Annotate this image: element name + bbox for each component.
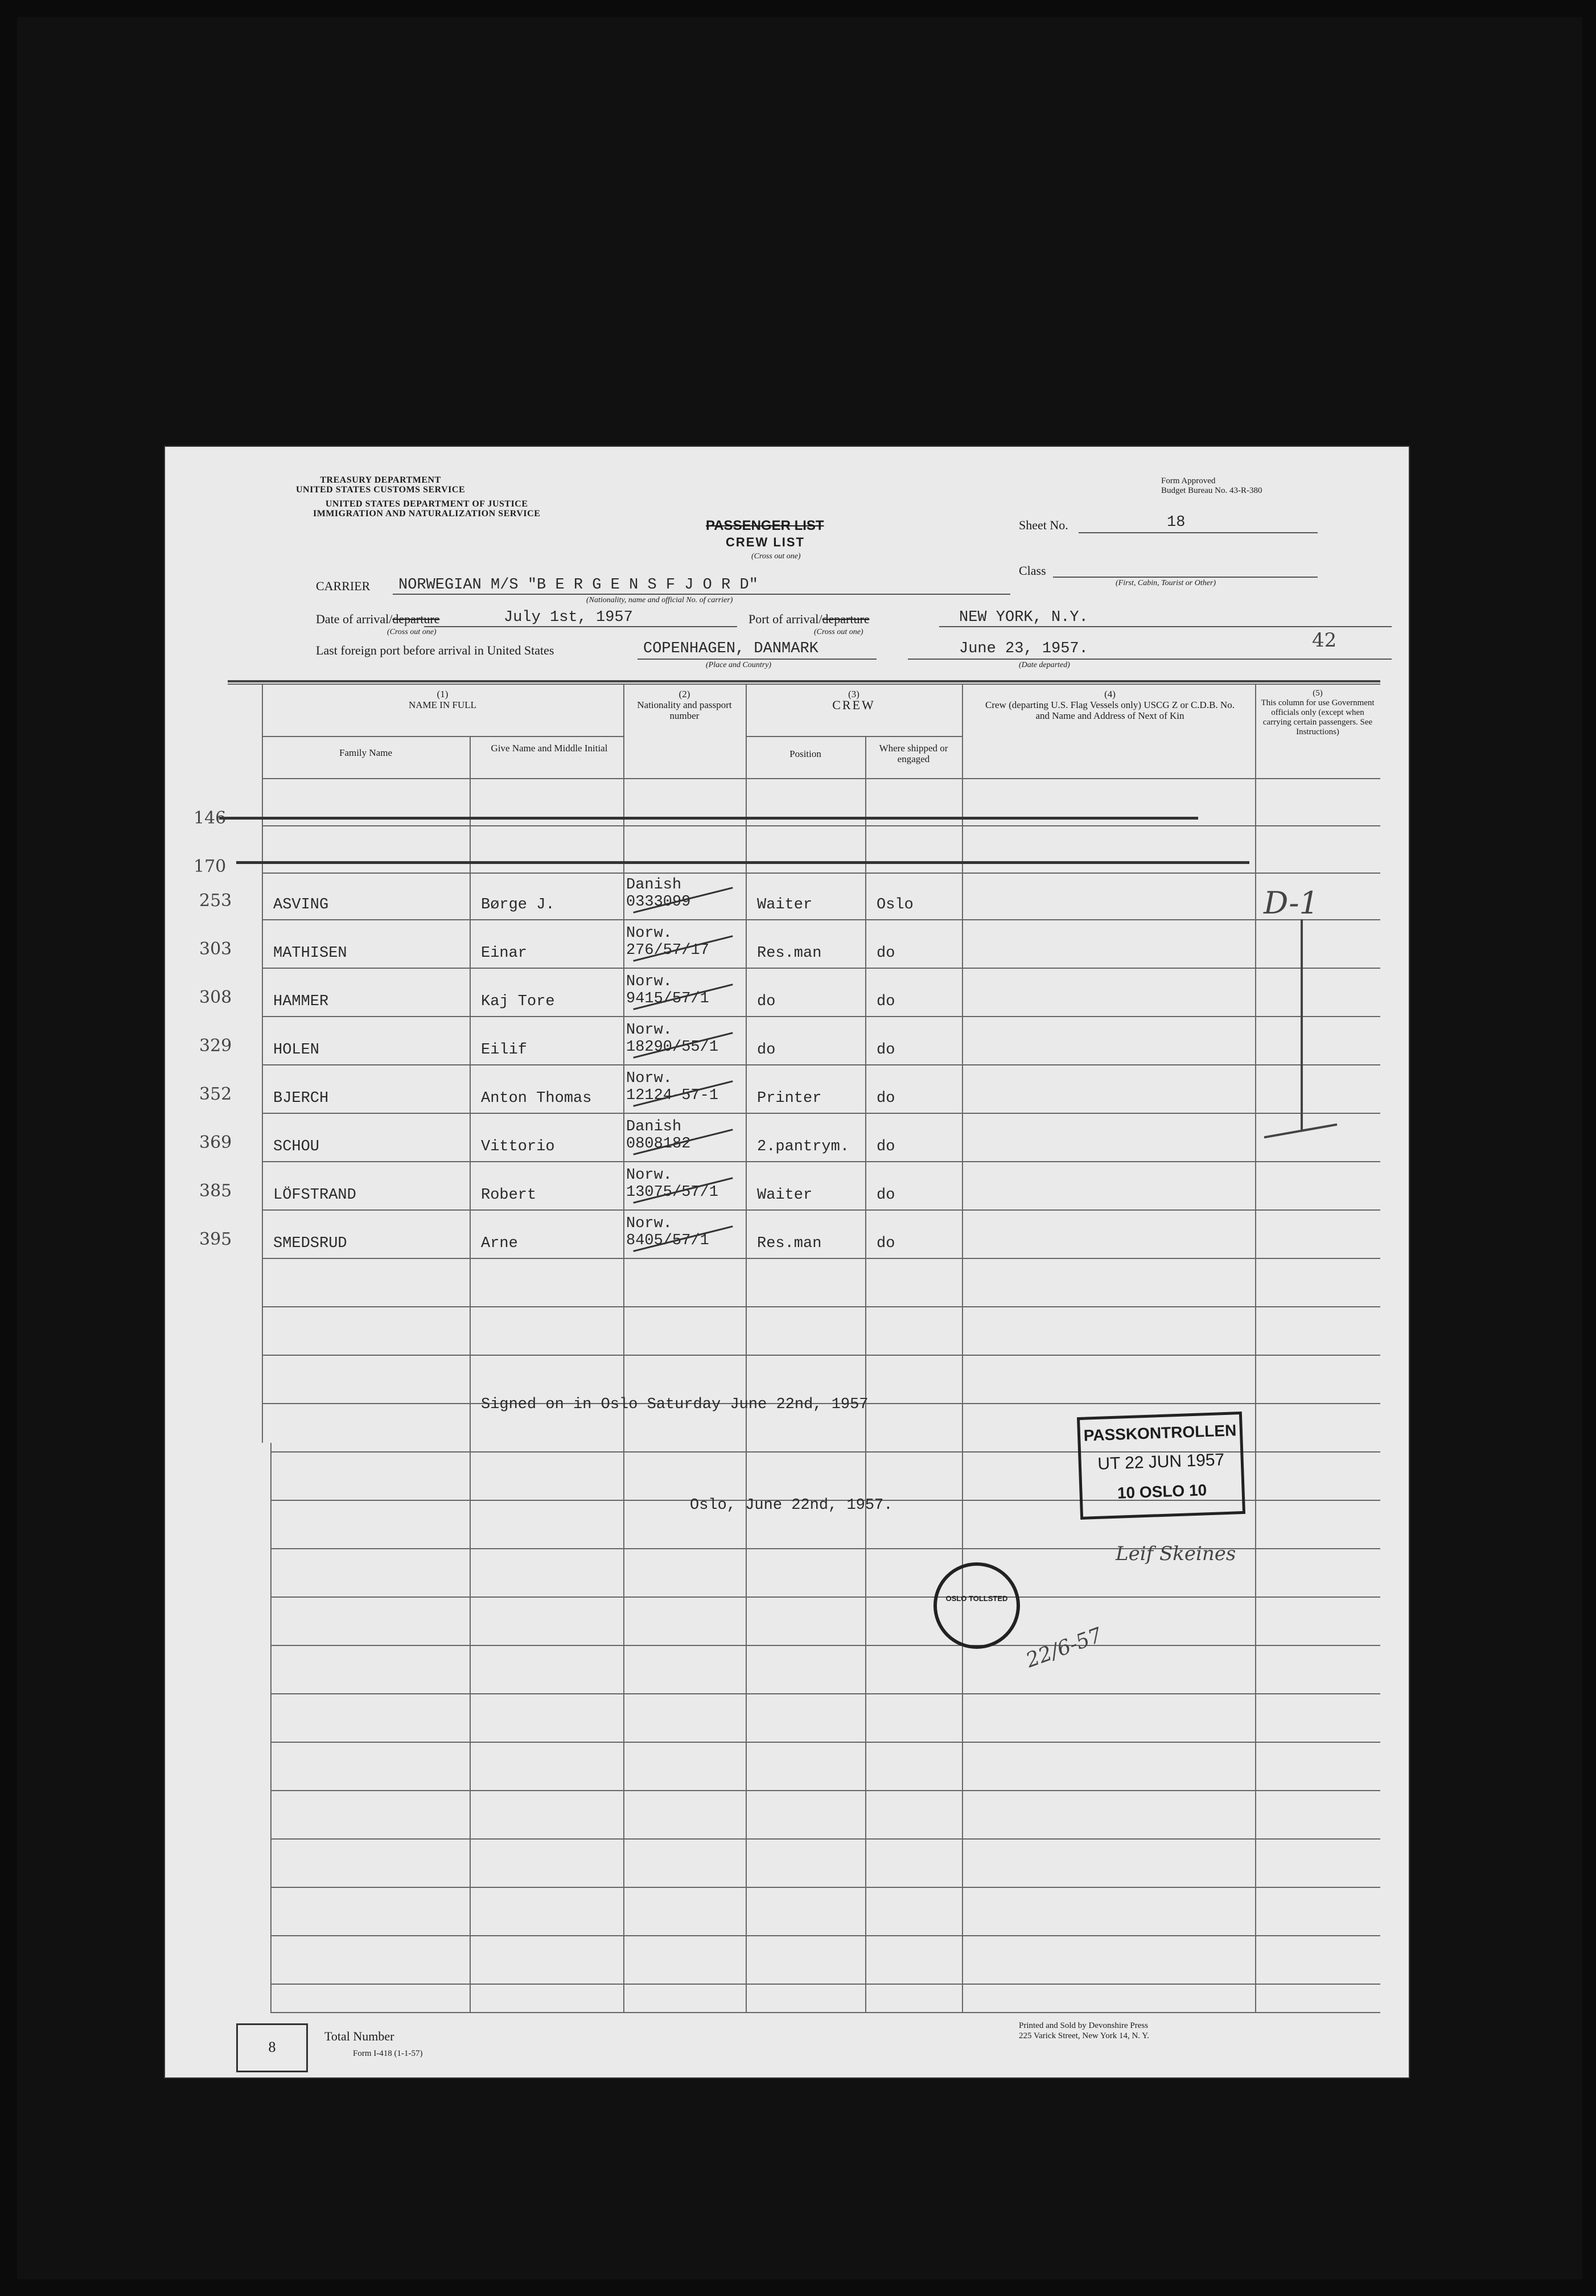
crew-family-name: HOLEN	[273, 1042, 320, 1059]
class-hint: (First, Cabin, Tourist or Other)	[1116, 579, 1216, 587]
title-struck: PASSENGER LIST	[706, 518, 824, 533]
signed-on-text: Signed on in Oslo Saturday June 22nd, 1957	[481, 1396, 869, 1413]
col2-header	[635, 689, 734, 721]
row-line	[270, 1790, 1380, 1791]
carrier-value: NORWEGIAN M/S "B E R G E N S F J O R D"	[398, 577, 758, 594]
col1-header	[262, 689, 623, 710]
date-departed: June 23, 1957.	[959, 640, 1088, 657]
crew-family-name: BJERCH	[273, 1090, 329, 1107]
crew-passport-number: 13075/57/1	[626, 1184, 719, 1201]
form-approved-text: Form Approved	[1161, 476, 1216, 485]
crew-passport-number: 8405/57/1	[626, 1232, 709, 1249]
row-line	[262, 1113, 1380, 1114]
col3a-header: Position	[789, 748, 821, 759]
crew-given-name: Arne	[481, 1235, 518, 1252]
port-hint: (Cross out one)	[814, 628, 863, 636]
crew-position: do	[757, 1042, 776, 1059]
row-line	[270, 1838, 1380, 1840]
row-line	[262, 1355, 1380, 1356]
crew-list-title: CREW LIST	[726, 535, 805, 549]
crew-position: Res.man	[757, 1235, 822, 1252]
crew-position: 2.pantrym.	[757, 1138, 850, 1155]
hand-date: 22/6-57	[1023, 1623, 1105, 1673]
col4-num: (4)	[1104, 689, 1116, 700]
dept-justice	[313, 499, 540, 519]
signature: Leif Skeines	[1116, 1542, 1236, 1565]
row-line	[262, 1016, 1380, 1017]
dept3: UNITED STATES DEPARTMENT OF JUSTICE	[325, 499, 528, 509]
stamp-line3: 10 OSLO 10	[1117, 1481, 1207, 1502]
stamp-line2: UT 22 JUN 1957	[1097, 1450, 1225, 1474]
crew-family-name: ASVING	[273, 896, 329, 914]
passenger-list-title	[706, 518, 824, 534]
place-date-text: Oslo, June 22nd, 1957.	[690, 1497, 893, 1514]
last-port-hint: (Place and Country)	[706, 661, 772, 669]
crew-passport-number: 18290/55/1	[626, 1039, 719, 1056]
dept-treasury	[296, 475, 465, 495]
crew-given-name: Kaj Tore	[481, 993, 555, 1010]
row-line	[262, 1209, 1380, 1211]
col2-num: (2)	[678, 689, 690, 700]
port-label-text: Port of arrival/	[748, 612, 822, 626]
crew-nationality: Danish	[626, 1118, 682, 1135]
col5-num: (5)	[1313, 689, 1323, 698]
crew-position: Waiter	[757, 896, 813, 914]
budget-bureau: Budget Bureau No. 43-R-380	[1161, 486, 1262, 495]
crew-passport-number: 9415/57/1	[626, 990, 709, 1007]
last-port-label: Last foreign port before arrival in United States	[316, 643, 554, 657]
crew-row-number: 395	[199, 1229, 232, 1249]
row-line	[270, 1984, 1380, 1985]
dept2: UNITED STATES CUSTOMS SERVICE	[296, 485, 466, 495]
crew-where-shipped: do	[877, 993, 895, 1010]
carrier-label: CARRIER	[316, 579, 371, 593]
crew-position: Res.man	[757, 945, 822, 962]
row-line	[270, 1887, 1380, 1888]
crew-given-name: Einar	[481, 945, 528, 962]
printer-info	[1019, 2021, 1149, 2041]
crew-nationality: Norw.	[626, 925, 673, 942]
sheet-label: Sheet No.	[1019, 518, 1068, 532]
crew-nationality: Norw.	[626, 1215, 673, 1232]
crew-position: Printer	[757, 1090, 822, 1107]
crew-nationality: Norw.	[626, 1167, 673, 1184]
printer-line2: 225 Varick Street, New York 14, N. Y.	[1019, 2031, 1149, 2040]
crew-passport-number: 0333099	[626, 894, 691, 911]
crew-list-form	[165, 447, 1409, 2077]
row-line	[262, 1306, 1380, 1307]
crew-family-name: SCHOU	[273, 1138, 320, 1155]
row-line	[262, 919, 1380, 920]
date-arrival-value: July 1st, 1957	[504, 609, 633, 626]
cross-out-one: (Cross out one)	[751, 552, 801, 561]
crew-where-shipped: do	[877, 1187, 895, 1204]
form-number: Form I-418 (1-1-57)	[353, 2049, 423, 2058]
struck-row-170: 170	[194, 857, 227, 877]
crew-row-number: 308	[199, 987, 232, 1007]
port-arrival-label	[748, 612, 870, 627]
form-approved	[1161, 476, 1262, 496]
crew-family-name: LÖFSTRAND	[273, 1187, 356, 1204]
crew-given-name: Eilif	[481, 1042, 528, 1059]
row-line	[270, 1693, 1380, 1694]
row-line	[262, 1161, 1380, 1162]
crew-given-name: Børge J.	[481, 896, 555, 914]
crew-passport-number: 12124-57-1	[626, 1087, 719, 1104]
col5-header	[1261, 689, 1375, 737]
crew-nationality: Norw.	[626, 973, 673, 990]
col3-num: (3)	[848, 689, 859, 700]
last-port-value: COPENHAGEN, DANMARK	[643, 640, 818, 657]
col4-header	[985, 689, 1235, 721]
row-line	[270, 1645, 1380, 1646]
date-arrival-label	[316, 612, 439, 627]
crew-family-name: MATHISEN	[273, 945, 347, 962]
stamp-line1: PASSKONTROLLEN	[1083, 1421, 1237, 1445]
crew-row-number: 253	[199, 891, 232, 911]
date-departed-hint: (Date departed)	[1019, 661, 1070, 669]
date-label-text: Date of arrival/	[316, 612, 393, 626]
crew-row-number: 303	[199, 939, 232, 959]
seal-text: OSLO TOLLSTED	[945, 1594, 1008, 1603]
oslo-seal	[933, 1562, 1020, 1649]
row-line	[262, 1258, 1380, 1259]
col2-title: Nationality and passport number	[637, 700, 732, 721]
port-struck: departure	[822, 612, 870, 626]
crew-where-shipped: do	[877, 945, 895, 962]
sheet-number: 18	[1167, 514, 1186, 531]
col4-title: Crew (departing U.S. Flag Vessels only) USCG Z or C.D.B. No. and Name and Address of Next of Kin	[985, 700, 1235, 721]
row-line	[270, 1742, 1380, 1743]
printer-line1: Printed and Sold by Devonshire Press	[1019, 2021, 1149, 2030]
crew-family-name: SMEDSRUD	[273, 1235, 347, 1252]
annotation-d1: D-1	[1264, 885, 1319, 921]
col1b-header: Give Name and Middle Initial	[491, 743, 608, 754]
crew-given-name: Vittorio	[481, 1138, 555, 1155]
crew-passport-number: 276/57/17	[626, 942, 709, 959]
col1-num: (1)	[437, 689, 449, 700]
col3-header	[746, 689, 962, 711]
total-box	[236, 2023, 308, 2072]
row-line	[270, 1935, 1380, 1936]
dept1: TREASURY DEPARTMENT	[320, 475, 441, 485]
date-struck: departure	[392, 612, 440, 626]
crew-where-shipped: do	[877, 1090, 895, 1107]
crew-given-name: Robert	[481, 1187, 537, 1204]
crew-nationality: Danish	[626, 877, 682, 894]
crew-given-name: Anton Thomas	[481, 1090, 592, 1107]
total-label: Total Number	[324, 2029, 394, 2043]
total-count: 8	[268, 2039, 276, 2055]
date-hint: (Cross out one)	[387, 628, 437, 636]
class-label: Class	[1019, 563, 1046, 578]
row-line	[270, 2012, 1380, 2013]
crew-position: do	[757, 993, 776, 1010]
col5-title: This column for use Government officials only (except when carrying certain passengers. See Instructions)	[1261, 698, 1375, 736]
col3b-header: Where shipped or engaged	[879, 743, 948, 764]
crew-row-number: 352	[199, 1084, 232, 1104]
crew-row-number: 369	[199, 1133, 232, 1153]
crew-nationality: Norw.	[626, 1022, 673, 1039]
row-line	[270, 1596, 1380, 1598]
port-arrival-value: NEW YORK, N.Y.	[959, 609, 1088, 626]
col3-title: CREW	[832, 698, 875, 712]
crew-row-number: 329	[199, 1036, 232, 1056]
row-line	[262, 1064, 1380, 1065]
crew-where-shipped: do	[877, 1042, 895, 1059]
struck-row-146: 146	[194, 808, 227, 828]
crew-nationality: Norw.	[626, 1070, 673, 1087]
row-line	[262, 968, 1380, 969]
crew-where-shipped: Oslo	[877, 896, 914, 914]
crew-where-shipped: do	[877, 1235, 895, 1252]
col1a-header: Family Name	[339, 747, 392, 758]
col1-title: NAME IN FULL	[409, 700, 476, 710]
crew-family-name: HAMMER	[273, 993, 329, 1010]
row-line	[262, 825, 1380, 826]
crew-row-number: 385	[199, 1181, 232, 1201]
carrier-hint: (Nationality, name and official No. of carrier)	[586, 596, 733, 604]
crew-where-shipped: do	[877, 1138, 895, 1155]
crew-passport-number: 0808182	[626, 1135, 691, 1153]
dept4: IMMIGRATION AND NATURALIZATION SERVICE	[313, 509, 541, 519]
passkontrollen-stamp	[1077, 1412, 1245, 1520]
corner-number: 42	[1312, 629, 1337, 652]
row-line	[262, 873, 1380, 874]
crew-position: Waiter	[757, 1187, 813, 1204]
